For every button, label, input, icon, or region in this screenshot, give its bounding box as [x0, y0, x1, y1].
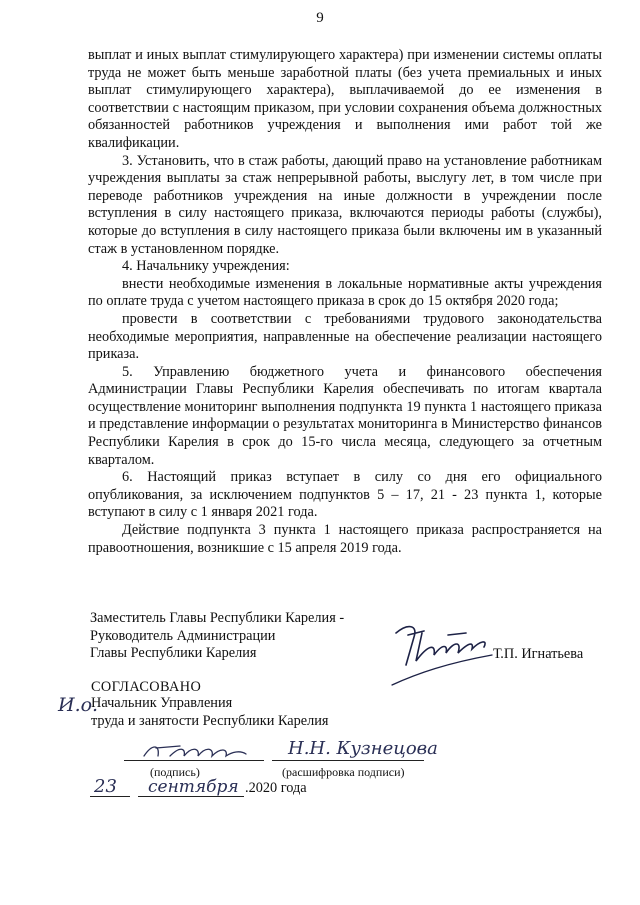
handwritten-prefix: И.о. [58, 694, 99, 716]
approval-signature-image [140, 738, 250, 766]
signatory-position-line1: Заместитель Главы Республики Карелия - [90, 610, 345, 626]
handwritten-signature-image [388, 615, 498, 690]
signatory-position-line3: Главы Республики Карелия [90, 645, 257, 662]
approval-position-line1: Начальник Управления [91, 695, 233, 711]
decoding-line [272, 760, 424, 761]
handwritten-day: 23 [94, 776, 117, 797]
signatory-block [90, 610, 344, 663]
signatory-position-line2: Руководитель Администрации [90, 627, 276, 644]
paragraph-item-3: 3. Установить, что в стаж работы, дающий право на установление работникам учреждения выплаты за стаж непрерывной работы, выслугу лет, в том числе при переводе работников учреждения на иные должности в учреждении после вступления в силу настоящего приказа, включаются периоды работы (службы), которые до вступления в силу настоящего приказа были включены им в указанный стаж в установленном порядке. [88, 152, 602, 257]
date-year: .2020 года [245, 780, 307, 796]
paragraph-final: Действие подпункта 3 пункта 1 настоящего приказа распространяется на правоотношения, возникшие с 15 апреля 2019 года. [88, 522, 602, 556]
signature-line [124, 760, 264, 761]
approval-position [91, 695, 329, 730]
approval-position-line2: труда и занятости Республики Карелия [91, 712, 329, 729]
signatory-name: Т.П. Игнатьева [493, 646, 584, 662]
document-body [88, 47, 602, 557]
paragraph-item-4-b: провести в соответствии с требованиями трудового законодательства необходимые мероприятия, направленные на обеспечение реализации настоящего приказа. [88, 310, 602, 363]
paragraph-item-5: 5. Управлению бюджетного учета и финансового обеспечения Администрации Главы Республики Карелия обеспечивать по итогам квартала осуществление мониторинг выполнения подпункта 19 пункта 1 настоящего приказа и представление информации о результатах мониторинга в Министерство финансов Республики Карелия в срок до 15-го числа месяца, следующего за отчетным кварталом. [88, 363, 602, 468]
approval-title: СОГЛАСОВАНО [91, 679, 202, 695]
signature-caption: (подпись) [150, 765, 200, 779]
page-number: 9 [316, 10, 324, 26]
paragraph-item-4: 4. Начальнику учреждения: [122, 258, 290, 275]
paragraph-item-4-a: внести необходимые изменения в локальные нормативные акты учреждения по оплате труда с учетом настоящего приказа в срок до 15 октября 2020 года; [88, 275, 602, 310]
handwritten-decoding: Н.Н. Кузнецова [288, 738, 438, 759]
paragraph-item-6: 6. Настоящий приказ вступает в силу со дня его официального опубликования, за исключением подпунктов 5 – 17, 21 - 23 пункта 1, которые вступают в силу с 1 января 2021 года. [88, 469, 602, 521]
handwritten-month: сентября [148, 777, 239, 797]
decoding-caption: (расшифровка подписи) [282, 765, 405, 779]
paragraph-continuation: выплат и иных выплат стимулирующего характера) при изменении системы оплаты труда не может быть меньше заработной платы (без учета премиальных и иных выплат стимулирующего характера), выплачиваемой до ее изменения в соответствии с настоящим приказом, при условии сохранения объема должностных обязанностей работников учреждения и выполнения ими работ той же квалификации. [88, 47, 602, 151]
